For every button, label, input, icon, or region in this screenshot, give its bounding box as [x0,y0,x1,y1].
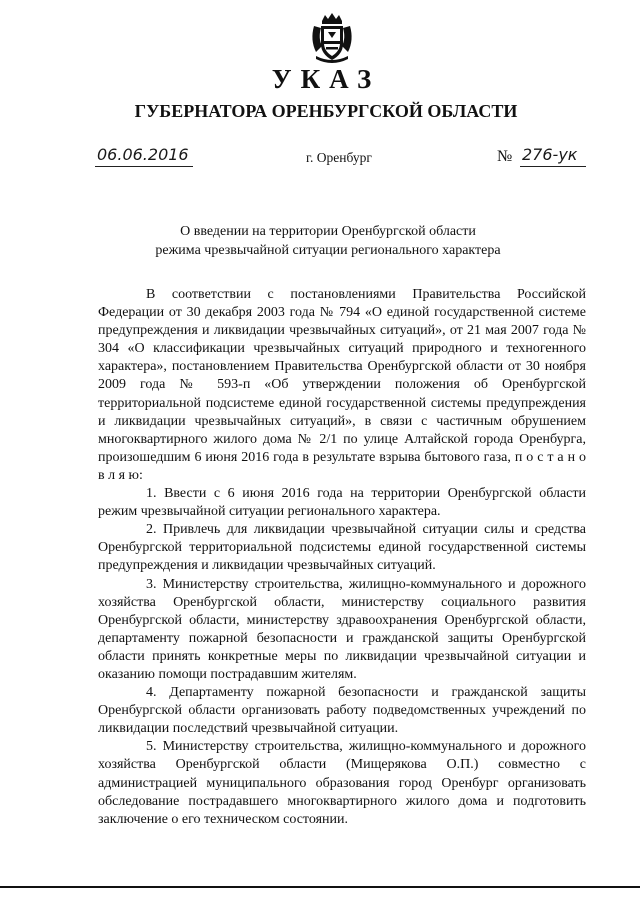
preamble-paragraph: В соответствии с постановлениями Правительства Российской Федерации от 30 декабря 2003 года № 794 «О единой государственной системе предупреждения и ликвидации чрезвычайных ситуаций», от 21 мая 2007 года № 304 «О классификации чрезвычайных ситуаций природного и техногенного характера», постановлением Правительства Оренбургской области от 30 ноября 2009 года № 593-п «Об утверждении положения об Оренбургской территориальной подсистеме единой государственной системы предупреждения и ликвидации чрезвычайных ситуаций», в связи с частичным обрушением многоквартирного жилого дома № 2/1 по улице Алтайской города Оренбурга, произошедшим 6 июня 2016 года в результате взрыва бытового газа, п о с т а н о в л я ю: [98,287,586,483]
subject-line-1: О введении на территории Оренбургской области [180,224,476,239]
document-title: УКАЗ [271,64,381,94]
decree-item-2: 2. Привлечь для ликвидации чрезвычайной ситуации силы и средства Оренбургской территориальной подсистемы единой государственной системы предупреждения и ликвидации чрезвычайных ситуаций. [98,522,586,574]
number-label: № [497,148,513,165]
decree-item-1: 1. Ввести с 6 июня 2016 года на территории Оренбургской области режим чрезвычайной ситуации регионального характера. [98,486,586,520]
document-body [98,286,586,829]
document-number: 276-ук [520,146,586,167]
document-meta [0,146,640,174]
document-date: 06.06.2016 [95,146,193,167]
coat-of-arms-icon [308,12,356,64]
document-issuer: ГУБЕРНАТОРА ОРЕНБУРГСКОЙ ОБЛАСТИ [134,101,518,121]
document-city: г. Оренбург [306,150,372,165]
bottom-divider [0,886,640,888]
subject-line-2: режима чрезвычайной ситуации регионального характера [155,242,501,258]
decree-item-3: 3. Министерству строительства, жилищно-коммунального и дорожного хозяйства Оренбургской области, министерству социального развития Оренбургской области, министерству здравоохранения Оренбургской области, департаменту пожарной безопасности и гражданской защиты Оренбургской области принять конкретные меры по ликвидации чрезвычайной ситуации и оказанию помощи пострадавшим жителям. [98,576,586,682]
document-subject [0,223,640,260]
decree-item-5: 5. Министерству строительства, жилищно-коммунального и дорожного хозяйства Оренбургской области (Мищерякова О.П.) совместно с администрацией муниципального образования город Оренбург организовать обследование пострадавшего многоквартирного жилого дома и подготовить заключение о его техническом состоянии. [98,739,586,827]
decree-item-4: 4. Департаменту пожарной безопасности и гражданской защиты Оренбургской области организовать работу подведомственных учреждений по ликвидации последствий чрезвычайной ситуации. [98,685,586,737]
